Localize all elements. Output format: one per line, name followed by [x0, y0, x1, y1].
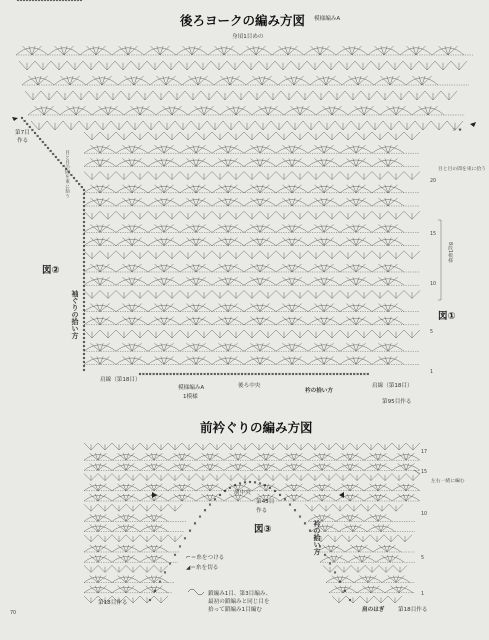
thread-attach-icon: ⌐	[186, 555, 191, 561]
right-repeat-note: 8段1模様	[447, 242, 452, 263]
back-center-label: 後ろ中央	[238, 383, 261, 389]
front-center-label: 前中央	[234, 490, 251, 496]
row-number-5: 5	[430, 330, 434, 335]
front-row-1: 1	[421, 592, 425, 597]
note-line-1: 鎖編み1目、第3目編み、	[208, 591, 272, 597]
figure-3-label: 図③	[254, 524, 272, 535]
legend-1	[186, 553, 224, 561]
legend-2-text: ＝糸を切る	[190, 565, 219, 571]
front-bottom-right-label: 第18目作る	[398, 607, 428, 613]
front-chart-title: 前衿ぐりの編み方図	[200, 420, 313, 435]
bottom-repeat-label: 1模様	[183, 394, 198, 400]
bottom-right-label: 肩線（第18目）	[372, 383, 413, 389]
row-number-20: 20	[430, 179, 437, 184]
bottom-pattern-label: 模様編みA	[178, 385, 205, 391]
row-number-15: 15	[430, 232, 437, 237]
row43-label: 第43目	[256, 499, 275, 505]
legend-2	[186, 563, 218, 571]
front-neck-pickup-label: 衿の拾い方	[313, 520, 321, 555]
left-make: 作る	[17, 138, 29, 144]
back-yoke-chart	[16, 0, 473, 375]
left-row7: 第7目	[15, 130, 30, 136]
figure-2-label: 図②	[42, 265, 60, 276]
neck-pickup-label: 衿の拾い方	[305, 388, 333, 394]
left-vertical-note: 目と目の間を束に拾う	[64, 150, 69, 198]
page-number: 70	[10, 611, 17, 616]
front-right-note: 左右一緒に編む	[431, 479, 465, 484]
chart-annotations	[12, 117, 476, 601]
right-top-marks: ☆ ★	[452, 128, 463, 133]
thread-cut-icon: ◢	[186, 565, 191, 571]
front-row-10: 10	[421, 512, 428, 517]
shoulder-seam-label: 肩のはぎ	[362, 607, 385, 613]
front-row-17: 17	[421, 450, 428, 455]
row-number-10: 10	[430, 282, 437, 287]
front-neck-chart	[84, 443, 420, 603]
front-row-5: 5	[421, 556, 425, 561]
note-line-3: 拾って鎖編み1目編む	[208, 607, 262, 613]
row-number-1: 1	[430, 370, 434, 375]
row43-make-label: 作る	[256, 508, 268, 514]
right-vertical-note: 目と目の間を束に拾う	[438, 167, 486, 172]
figure-1-label: 図①	[438, 311, 456, 322]
legend-1-text: ＝糸をつける	[190, 555, 225, 561]
front-row-15: 15	[421, 470, 428, 475]
row95-label: 第95目作る	[382, 399, 412, 405]
bottom-left-label: 肩線（第18目）	[100, 377, 141, 383]
armhole-pickup-label: 袖ぐりの拾い方	[71, 290, 79, 339]
top-label: 身頃1目めの	[232, 34, 264, 40]
back-chart-title: 後ろヨークの編み方図	[180, 13, 306, 28]
front-bottom-left-label: 第18目作る	[98, 600, 128, 606]
note-line-2: 最初の鎖編みと同じ目を	[208, 599, 270, 605]
back-pattern-label: 模様編みA	[314, 16, 341, 22]
